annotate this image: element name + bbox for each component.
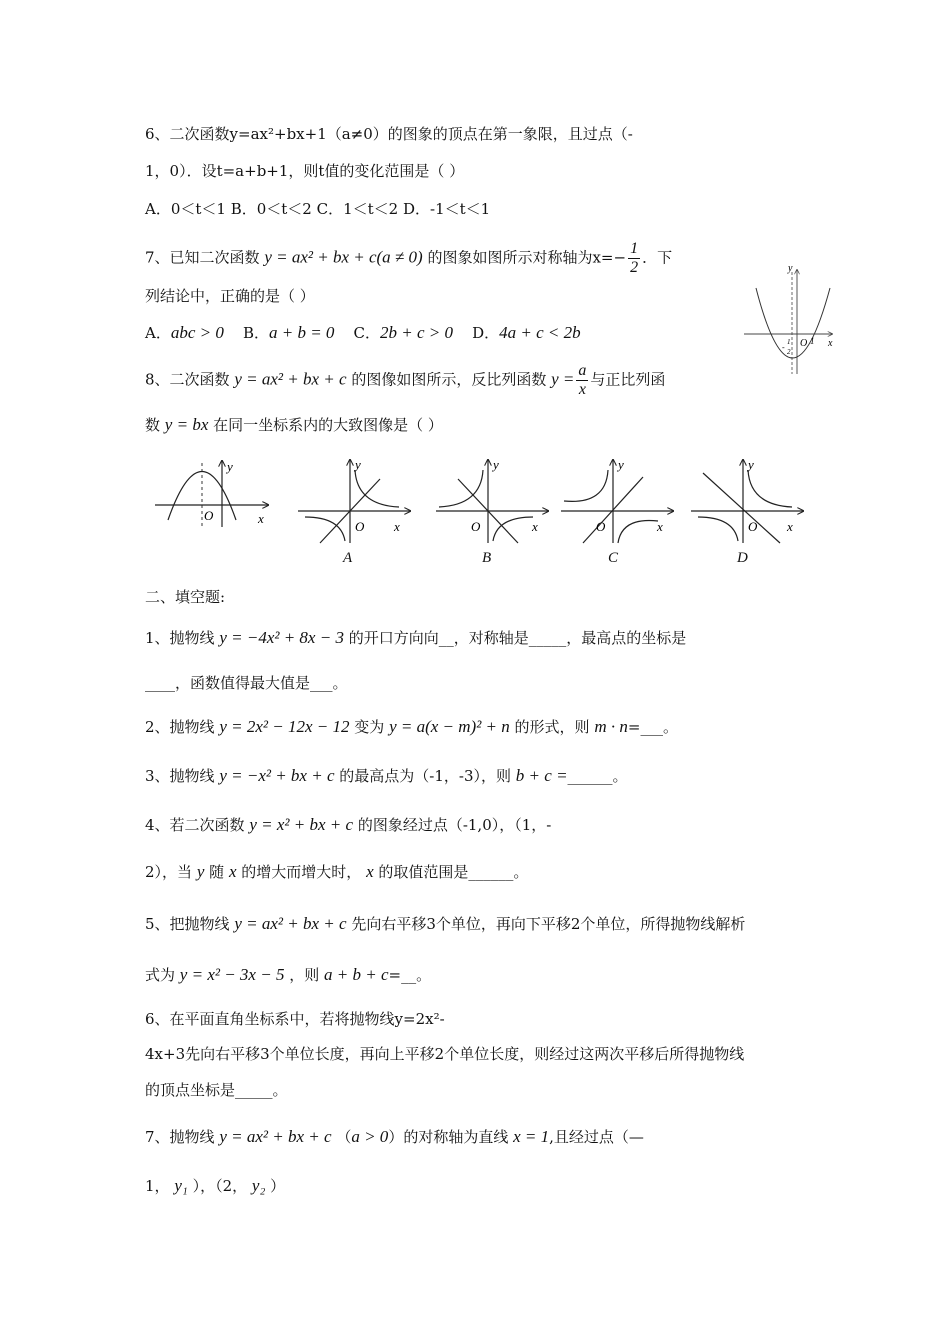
q7-frac-num: 1	[630, 240, 639, 257]
q8-b-o-label: O	[471, 519, 481, 534]
q7-options	[145, 323, 581, 343]
f7-line2	[145, 1176, 285, 1196]
q8-frac-num: a	[578, 362, 587, 379]
f7-formula: y = ax² + bx + c	[219, 1127, 332, 1146]
q8-frac-den: x	[578, 381, 586, 398]
q8-p-y-label: y	[227, 459, 233, 474]
q8-d-line	[703, 473, 780, 543]
f2-formula: y = 2x² − 12x − 12	[219, 717, 350, 736]
f7-line2-y1: y₁	[174, 1176, 188, 1195]
f7-line2-c: ）	[270, 1177, 286, 1195]
f4-line2-b: 随	[209, 863, 225, 881]
q7-opt-b: a + b = 0	[268, 323, 335, 342]
f7-cond-open: （	[336, 1128, 352, 1146]
q8-fraction	[576, 362, 588, 399]
q8-d-o-label: O	[748, 519, 758, 534]
q8-b-hyperbola-1	[439, 470, 483, 507]
q8-a-y-label: y	[355, 457, 361, 472]
q7-parabola-curve	[756, 288, 830, 358]
q8-prefix: 8、二次函数	[145, 370, 230, 389]
f4-line1	[145, 815, 551, 835]
f5-line2	[145, 965, 431, 985]
f4-line2-x2: x	[366, 862, 374, 881]
f2-formula2: y = a(x − m)² + n	[389, 717, 510, 736]
q8-line1	[145, 362, 665, 399]
f4-line2-a: 2），当	[145, 863, 193, 881]
q6-line2: 1，0）．设t=a+b+1，则t值的变化范围是（ ）	[145, 162, 465, 180]
f6-line1: 6、在平面直角坐标系中，若将抛物线y=2x²-	[145, 1010, 445, 1028]
q7-opt-c: 2b + c > 0	[380, 323, 453, 342]
q8-line2	[145, 415, 443, 435]
q8-d-y-label: y	[748, 457, 754, 472]
f7-line2-b: ），（2，	[192, 1177, 248, 1195]
f4-formula: y = x² + bx + c	[249, 815, 354, 834]
f4-line2-x: x	[228, 862, 237, 881]
f2-suffix: 的形式，则	[514, 718, 590, 736]
q8-parabola-figure	[150, 455, 280, 535]
q7-opt-c-label: C．	[353, 324, 380, 342]
q8-c-hyperbola-2	[618, 520, 658, 543]
f5-line1	[145, 914, 745, 934]
q7-opt-d: 4a + c < 2b	[499, 323, 581, 342]
f4-line2-c: 的增大而增大时，	[241, 863, 362, 881]
q8-formula: y = ax² + bx + c	[234, 369, 347, 389]
f7-line2-a: 1，	[145, 1177, 170, 1195]
q7-opt-b-label: B．	[242, 324, 269, 342]
q7-half-num: 1	[787, 338, 791, 346]
f3-formula: y = −x² + bx + c	[219, 766, 335, 785]
q8-option-d-label: D	[737, 550, 748, 566]
q7-half-den: 2	[787, 348, 791, 356]
f5-formula: y = ax² + bx + c	[234, 914, 347, 933]
q8-line2-formula: y = bx	[164, 415, 209, 434]
q8-y: y =	[551, 369, 575, 389]
f5-line2-b: ，则	[289, 966, 320, 984]
f5-line2-formula2: a + b + c	[324, 965, 389, 984]
f3-end: ______。	[567, 767, 628, 785]
f5-line2-formula: y = x² − 3x − 5	[179, 965, 285, 984]
f7-suffix: ,且经过点（—	[549, 1128, 644, 1146]
f4-prefix: 4、若二次函数	[145, 816, 245, 834]
f1-suffix: 的开口方向向__，对称轴是_____，最高点的坐标是	[348, 629, 687, 647]
f2-formula3: m · n	[594, 717, 628, 736]
q8-c-o-label: O	[596, 519, 606, 534]
f5-line2-a: 式为	[145, 966, 176, 984]
f3-prefix: 3、抛物线	[145, 767, 215, 785]
q7-opt-d-label: D．	[472, 324, 500, 342]
q8-c-x-label: x	[657, 519, 663, 534]
f1-line1	[145, 628, 686, 648]
section2-heading: 二、填空题:	[145, 588, 226, 606]
q7-x-label: x	[828, 338, 833, 349]
q8-option-b-label: B	[482, 550, 492, 566]
f5-line2-end: =__。	[388, 966, 432, 984]
q8-a-o-label: O	[355, 519, 365, 534]
q8-line2-suffix: 在同一坐标系内的大致图像是（ ）	[213, 416, 443, 434]
q8-option-d-figure	[688, 455, 808, 545]
f5-prefix: 5、把抛物线	[145, 915, 230, 933]
q8-d-hyperbola-2	[698, 517, 738, 541]
q7-opt-a: abc > 0	[170, 323, 224, 342]
q8-c-y-label: y	[618, 457, 624, 472]
f4-suffix: 的图象经过点（-1,0），（1，-	[357, 816, 552, 834]
q7-one-label: 1	[810, 336, 815, 346]
f3-mid: 的最高点为（-1，-3），则	[339, 767, 512, 785]
f4-line2-d: 的取值范围是______。	[378, 863, 529, 881]
f7-prefix: 7、抛物线	[145, 1128, 215, 1146]
q8-p-o-label: O	[204, 508, 214, 523]
f4-line2	[145, 862, 528, 882]
q8-line2-prefix: 数	[145, 416, 161, 434]
q8-option-a-label: A	[343, 550, 353, 566]
q8-a-hyperbola-1	[355, 470, 399, 507]
q8-c-hyperbola-1	[564, 470, 608, 501]
q7-mid: 的图象如图所示对称轴为x=−	[427, 248, 627, 267]
f2-prefix: 2、抛物线	[145, 718, 215, 736]
f6-line3: 的顶点坐标是_____。	[145, 1081, 288, 1099]
q7-prefix: 7、已知二次函数	[145, 248, 260, 267]
f5-suffix: 先向右平移3个单位，再向下平移2个单位，所得抛物线解析	[351, 915, 746, 933]
q7-parabola-figure	[742, 262, 842, 382]
f3-formula2: b + c =	[515, 766, 568, 785]
q7-frac-den: 2	[630, 259, 639, 276]
q8-option-a-figure	[295, 455, 415, 545]
f4-line2-y: y	[196, 862, 205, 881]
q7-neg-sign: -	[782, 343, 785, 352]
f7-line2-y2: y₂	[251, 1176, 266, 1195]
f3-line	[145, 766, 628, 786]
q7-suffix: ．下	[642, 248, 673, 267]
q7-formula: y = ax² + bx + c(a ≠ 0)	[264, 247, 423, 267]
q8-mid: 的图像如图所示，反比列函数	[351, 370, 547, 389]
q8-b-x-label: x	[532, 519, 538, 534]
q8-a-x-label: x	[394, 519, 400, 534]
q6-options: A．0＜t＜1 B．0＜t＜2 C．1＜t＜2 D．-1＜t＜1	[145, 200, 491, 218]
q7-y-label: y	[788, 263, 793, 274]
q6-line1: 6、二次函数y=ax²+bx+1（a≠0）的图象的顶点在第一象限，且过点（-	[145, 125, 633, 143]
q8-p-x-label: x	[258, 511, 264, 526]
f2-line	[145, 717, 678, 737]
q7-line2: 列结论中，正确的是（ ）	[145, 287, 315, 305]
q8-option-b-figure	[433, 455, 553, 545]
f2-mid: 变为	[354, 718, 385, 736]
q8-suffix: 与正比列函	[590, 370, 666, 389]
f7-axis: x = 1	[513, 1127, 550, 1146]
f7-cond-close: ）的对称轴为直线	[388, 1128, 509, 1146]
f1-prefix: 1、抛物线	[145, 629, 215, 647]
q7-opt-a-label: A．	[145, 324, 171, 342]
q7-o-label: O	[800, 338, 808, 349]
q7-fraction	[628, 240, 640, 277]
q8-option-c-label: C	[608, 550, 619, 566]
f7-cond: a > 0	[351, 1127, 389, 1146]
f2-end: =___。	[627, 718, 678, 736]
q8-d-x-label: x	[787, 519, 793, 534]
q8-b-y-label: y	[493, 457, 499, 472]
f1-line2: ____，函数值得最大值是___。	[145, 674, 348, 692]
q8-d-hyperbola-1	[748, 470, 792, 507]
f7-line1	[145, 1127, 644, 1147]
f6-line2: 4x+3先向右平移3个单位长度，再向上平移2个单位长度，则经过这两次平移后所得抛物线	[145, 1045, 745, 1063]
f1-formula: y = −4x² + 8x − 3	[219, 628, 344, 647]
q7-line1	[145, 240, 672, 277]
q8-option-c-figure	[558, 455, 678, 545]
